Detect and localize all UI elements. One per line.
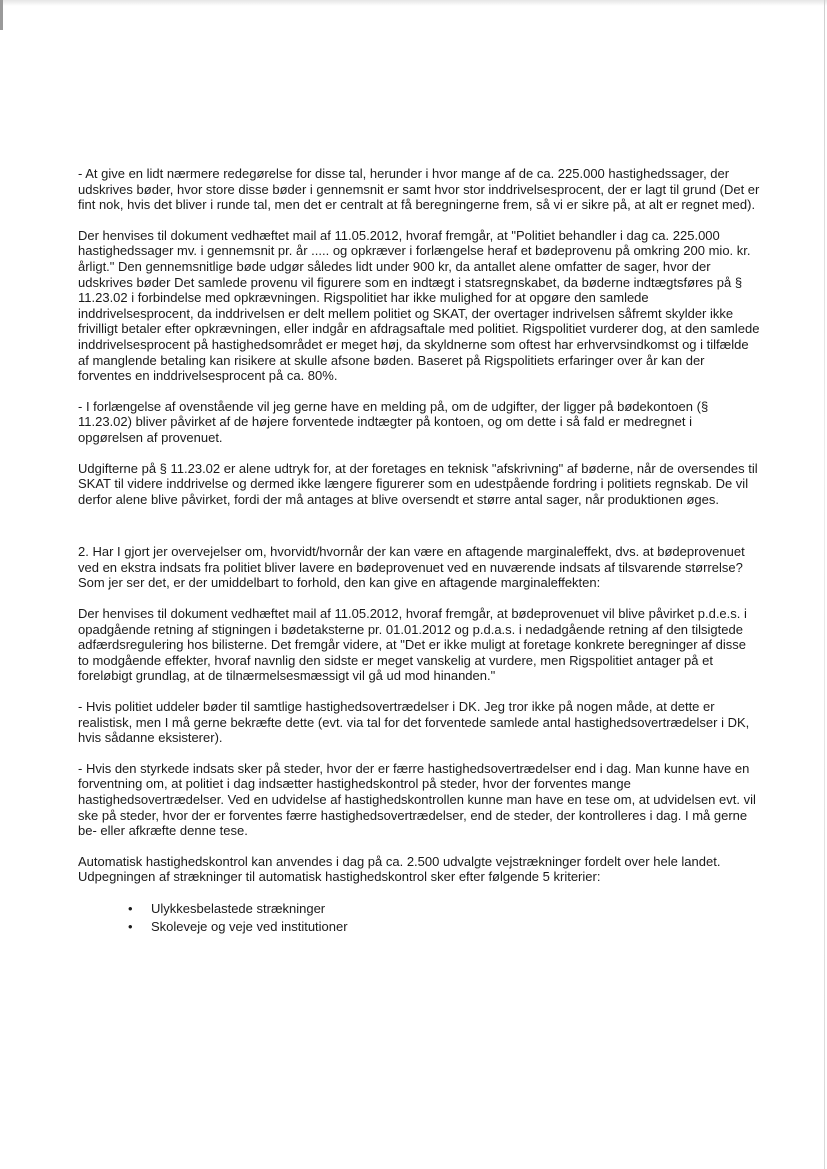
paragraph-question-expenses: - I forlængelse af ovenstående vil jeg gerne have en melding på, om de udgifter, der ligger på bødekontoen (§ 11.23.02) bliver påvirket af de højere forventede indtægter på kontoen, og om dette i så fald er medregnet i opgørelsen af provenuet.	[78, 398, 709, 445]
scan-shadow-right	[824, 0, 825, 1169]
bullet-icon: •	[128, 900, 133, 916]
paragraph-question-marginal-effect: 2. Har I gjort jer overvejelser om, hvorvidt/hvornår der kan være en aftagende marginaleffekt, dvs. at bødeprovenuet ved en ekstra indsats fra politiet bliver lavere en bødeprovenuet ved en nuværende indsats af tilsvarende størrelse? Som jer ser det, er der umiddelbart to forhold, den kan give en aftagende marginaleffekten:	[78, 544, 745, 591]
list-item	[78, 901, 760, 917]
paragraph-automatic-control: Automatisk hastighedskontrol kan anvendes i dag på ca. 2.500 udvalgte vejstrækninger fordelt over hele landet. Udpegningen af strækninger til automatisk hastighedskontrol sker efter følgende 5 kriterier:	[78, 853, 721, 885]
criteria-list	[78, 901, 760, 934]
list-item	[78, 919, 760, 935]
paragraph-answer-marginal-effect: Der henvises til dokument vedhæftet mail af 11.05.2012, hvoraf fremgår, at bødeprovenuet vil blive påvirket p.d.e.s. i opadgående retning af stigningen i bødetaksterne pr. 01.01.2012 og p.d.a.s. i nedadgående retning af den tilsigtede adfærdsregulering hos bilisterne. Det fremgår videre, at "Det er ikke muligt at foretage konkrete beregninger af disse to modgående effekter, hvoraf navnlig den sidste er meget vanskelig at vurdere, men Rigspolitiet antager på et foreløbigt grundlag, at de tilnærmelsesmæssigt vil gå ud mod hinanden."	[78, 606, 747, 684]
bullet-icon: •	[128, 918, 133, 934]
paragraph-question-figures: - At give en lidt nærmere redegørelse for disse tal, herunder i hvor mange af de ca. 225.000 hastighedssager, der udskrives bøder, hvor store disse bøder i gennemsnit er samt hvor stor inddrivelsesprocent, der er lagt til grund (Det er fint nok, hvis det bliver i runde tal, men det er centralt at få beregningerne frem, så vi er sikre på, at alt er regnet med).	[78, 166, 760, 213]
scan-shadow-top	[0, 0, 827, 6]
document-page	[78, 166, 760, 936]
paragraph-point-all-violations: - Hvis politiet uddeler bøder til samtlige hastighedsovertrædelser i DK. Jeg tror ikke på nogen måde, at dette er realistisk, men I må gerne bekræfte dette (evt. via tal for det forventede samlede antal hastighedsovertrædelser i DK, hvis sådanne eksisterer).	[78, 699, 750, 746]
list-item-label: Ulykkesbelastede strækninger	[151, 900, 326, 916]
paragraph-answer-revenue: Der henvises til dokument vedhæftet mail af 11.05.2012, hvoraf fremgår, at "Politiet behandler i dag ca. 225.000 hastighedssager mv. i gennemsnit pr. år ..... og opkræver i forlængelse heraf et bødeprovenu på omkring 200 mio. kr. årligt." Den gennemsnitlige bøde udgør således lidt under 900 kr, da antallet alene omfatter de sager, hvor der udskrives bøder Det samlede provenu vil figurere som en indtægt i statsregnskabet, da bøderne indtægtsføres på § 11.23.02 i forbindelse med opkrævningen. Rigspolitiet har ikke mulighed for at opgøre den samlede inddrivelsesprocent, da inddrivelsen er delt mellem politiet og SKAT, der overtager indrivelsen såfremt skylder ikke frivilligt betaler efter opkrævningen, eller indgår en afdragsaftale med politiet. Rigspolitiet vurderer dog, at den samlede inddrivelsesprocent på hastighedsområdet er meget høj, da skyldnerne som oftest har erhvervsindkomst og i tilfælde af manglende betaling kan risikere at skulle afsone bøden. Baseret på Rigspolitiets erfaringer over år kan der forventes en inddrivelsesprocent på ca. 80%.	[78, 227, 760, 384]
list-item-label: Skoleveje og veje ved institutioner	[151, 918, 348, 934]
paragraph-answer-expenses: Udgifterne på § 11.23.02 er alene udtryk for, at der foretages en teknisk "afskrivning" af bøderne, når de oversendes til SKAT til videre inddrivelse og dermed ikke længere figurerer som en udestpående fordring i politiets regnskab. De vil derfor alene blive påvirket, fordi der må antages at blive oversendt et større antal sager, når produktionen øges.	[78, 460, 758, 507]
scan-mark-left	[0, 0, 3, 30]
paragraph-point-fewer-violations: - Hvis den styrkede indsats sker på steder, hvor der er færre hastighedsovertrædelser end i dag. Man kunne have en forventning om, at politiet i dag indsætter hastighedskontrol på steder, hvor der forventes mange hastighedsovertrædelser. Ved en udvidelse af hastighedskontrollen kunne man have en tese om, at udvidelsen evt. vil ske på steder, hvor der er forventes færre hastighedsovertrædelser, end de steder, der kontrolleres i dag. I må gerne be- eller afkræfte denne tese.	[78, 760, 756, 839]
